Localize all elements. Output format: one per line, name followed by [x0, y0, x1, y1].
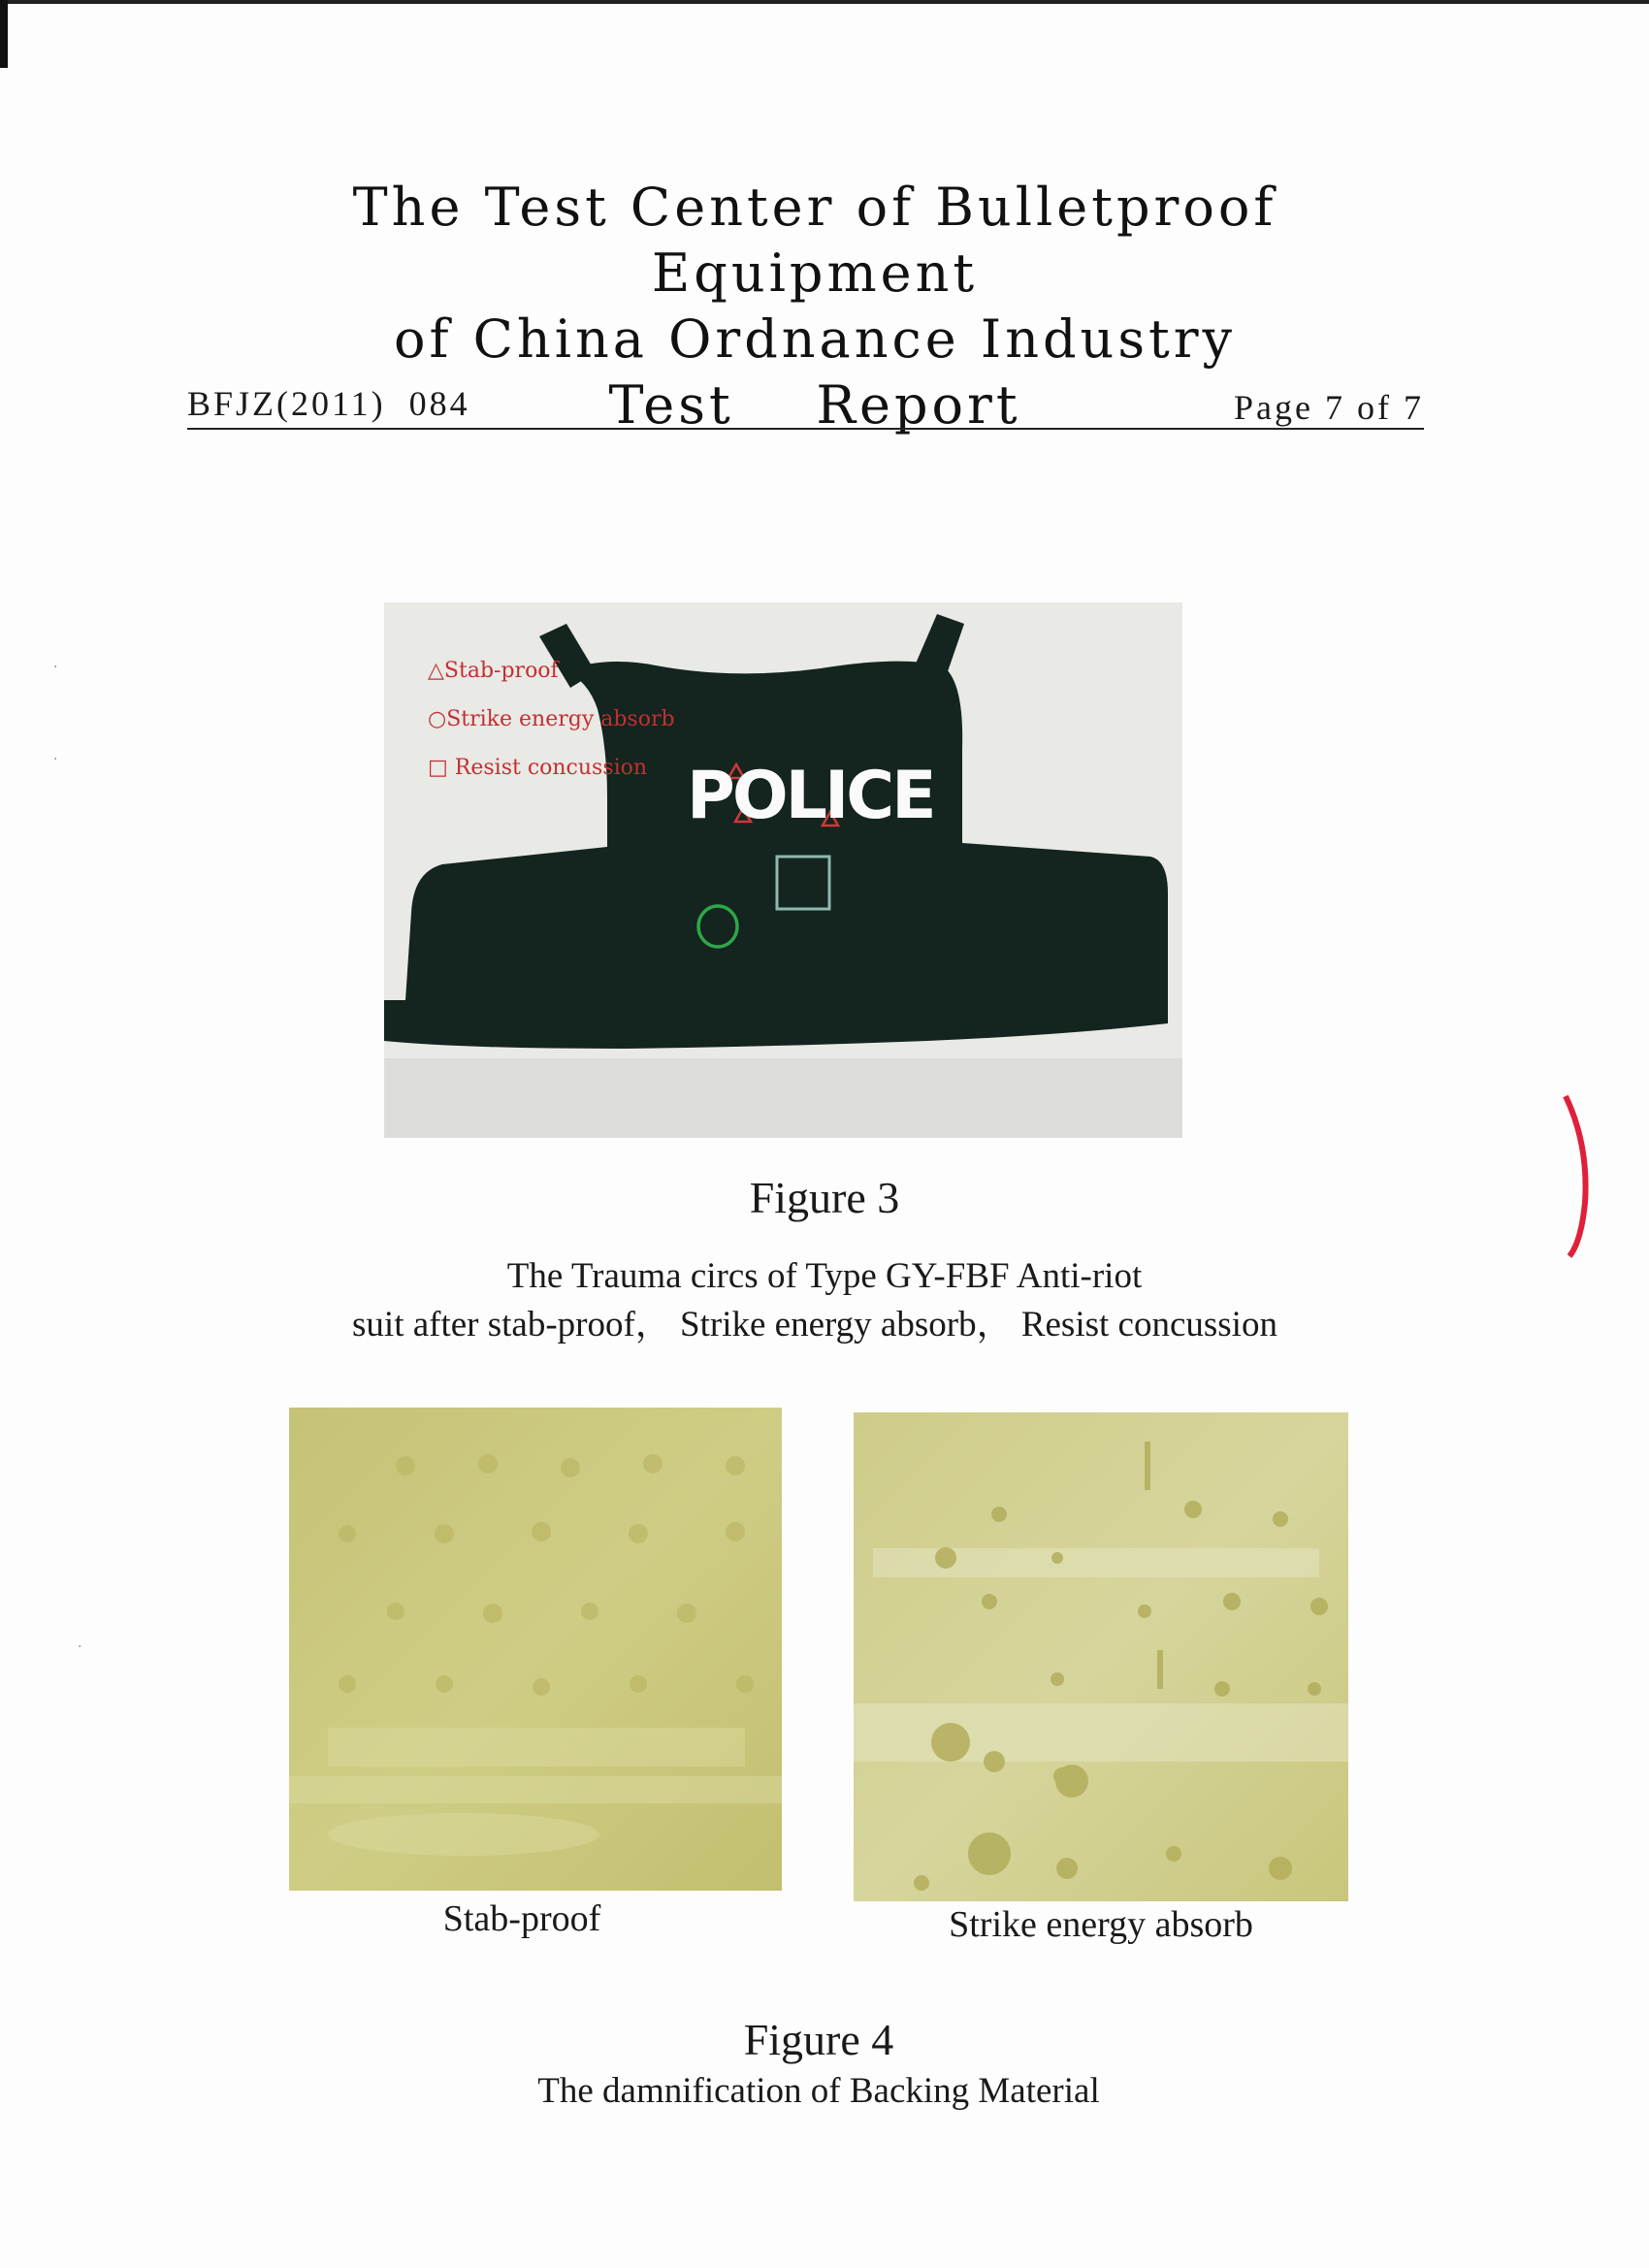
margin-speck: ·: [78, 1639, 82, 1655]
figure-4-caption: The damnification of Backing Material: [537, 2071, 1100, 2111]
backing-panel-strike-energy: [854, 1412, 1348, 1901]
backing-label-stab-proof: Stab-proof: [442, 1898, 601, 1939]
header-line-2: of China Ordnance Industry: [393, 308, 1237, 370]
report-number: BFJZ(2011) 084: [187, 384, 470, 423]
figure-3-caption-line-2: suit after stab-proof， Strike energy absorb， Resist concussion: [352, 1305, 1277, 1345]
figure-3-photo: [384, 602, 1182, 1138]
vest-police-text: POLICE: [687, 758, 934, 834]
figure-3-title: Figure 3: [749, 1173, 900, 1222]
stab-proof-backing-image: [289, 1408, 782, 1891]
legend-resist-concussion: □ Resist concussion: [428, 756, 648, 780]
backing-label-strike-energy: Strike energy absorb: [949, 1904, 1253, 1945]
report-reference-row: [187, 383, 1424, 430]
scan-edge-top: [0, 0, 1649, 4]
margin-speck: ·: [53, 752, 58, 767]
backing-panel-stab-proof: [289, 1408, 782, 1891]
scan-edge-left: [0, 0, 8, 68]
legend-stab-proof: △Stab-proof: [428, 659, 559, 683]
legend-strike-energy: ○Strike energy absorb: [428, 707, 675, 731]
page-indicator: Page 7 of 7: [1234, 388, 1424, 427]
figure-4-title: Figure 4: [743, 2015, 894, 2064]
header-line-1: The Test Center of Bulletproof Equipment: [352, 177, 1277, 304]
strike-energy-backing-image: [854, 1412, 1348, 1901]
margin-speck: ·: [53, 660, 58, 675]
staple-mark: [1552, 1086, 1600, 1271]
header-line-3: Test Report: [608, 374, 1021, 436]
figure-3-caption-line-1: The Trauma circs of Type GY-FBF Anti-riot: [506, 1256, 1143, 1296]
